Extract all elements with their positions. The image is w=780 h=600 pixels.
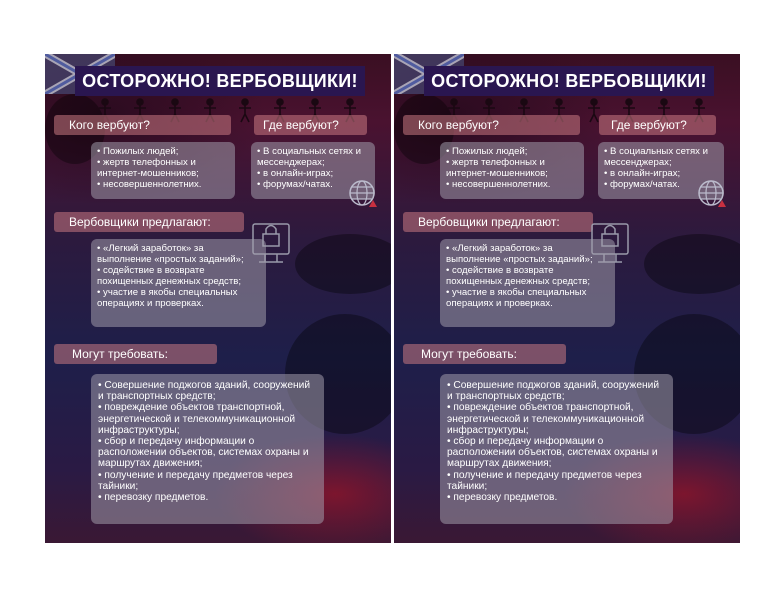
list-item: • в онлайн-играх; xyxy=(257,168,369,179)
list-item: • перевозку предметов. xyxy=(98,492,317,503)
poster-title: ОСТОРОЖНО! ВЕРБОВЩИКИ! xyxy=(424,66,714,96)
list-item: • «Легкий заработок» за выполнение «простых заданий»; xyxy=(97,243,260,265)
demand-panel xyxy=(440,374,673,524)
list-item: • форумах/чатах. xyxy=(257,179,369,190)
list-item: • повреждение объектов транспортной, энергетической и телекоммуникационной инфраструктуры; xyxy=(98,402,317,436)
who-panel xyxy=(440,142,584,199)
list-item: • Пожилых людей; xyxy=(97,146,229,157)
poster-left xyxy=(45,54,391,543)
demand-panel xyxy=(91,374,324,524)
list-item: • перевозку предметов. xyxy=(447,492,666,503)
list-item: • несовершеннолетних. xyxy=(97,179,229,190)
list-item: • получение и передачу предметов через тайники; xyxy=(98,470,317,492)
who-panel xyxy=(91,142,235,199)
list-item: • сбор и передачу информации о расположении объектов, системах охраны и маршрутах движения; xyxy=(447,436,666,470)
offer-heading: Вербовщики предлагают: xyxy=(54,212,244,232)
list-item: • Совершение поджогов зданий, сооружений и транспортных средств; xyxy=(447,380,666,402)
list-item: • содействие в возврате похищенных денежных средств; xyxy=(97,265,260,287)
where-heading: Где вербуют? xyxy=(599,115,716,135)
list-item: • Пожилых людей; xyxy=(446,146,578,157)
poster-title: ОСТОРОЖНО! ВЕРБОВЩИКИ! xyxy=(75,66,365,96)
who-heading: Кого вербуют? xyxy=(54,115,231,135)
where-heading: Где вербуют? xyxy=(254,115,367,135)
list-item: • жертв телефонных и интернет-мошенников; xyxy=(97,157,229,179)
list-item: • участие в якобы специальных операциях и проверках. xyxy=(97,287,260,309)
list-item: • участие в якобы специальных операциях и проверках. xyxy=(446,287,609,309)
list-item: • в онлайн-играх; xyxy=(604,168,718,179)
list-item: • В социальных сетях и мессенджерах; xyxy=(604,146,718,168)
offer-heading: Вербовщики предлагают: xyxy=(403,212,593,232)
demand-heading: Могут требовать: xyxy=(403,344,566,364)
list-item: • Совершение поджогов зданий, сооружений и транспортных средств; xyxy=(98,380,317,402)
who-heading: Кого вербуют? xyxy=(403,115,580,135)
list-item: • сбор и передачу информации о расположении объектов, системах охраны и маршрутах движения; xyxy=(98,436,317,470)
list-item: • повреждение объектов транспортной, энергетической и телекоммуникационной инфраструктуры; xyxy=(447,402,666,436)
list-item: • несовершеннолетних. xyxy=(446,179,578,190)
demand-heading: Могут требовать: xyxy=(54,344,217,364)
list-item: • получение и передачу предметов через тайники; xyxy=(447,470,666,492)
poster-right xyxy=(394,54,740,543)
list-item: • В социальных сетях и мессенджерах; xyxy=(257,146,369,168)
list-item: • содействие в возврате похищенных денежных средств; xyxy=(446,265,609,287)
globe-icon xyxy=(696,178,726,208)
list-item: • жертв телефонных и интернет-мошенников; xyxy=(446,157,578,179)
list-item: • форумах/чатах. xyxy=(604,179,718,190)
globe-icon xyxy=(347,178,377,208)
offer-panel xyxy=(440,239,615,327)
offer-panel xyxy=(91,239,266,327)
list-item: • «Легкий заработок» за выполнение «простых заданий»; xyxy=(446,243,609,265)
